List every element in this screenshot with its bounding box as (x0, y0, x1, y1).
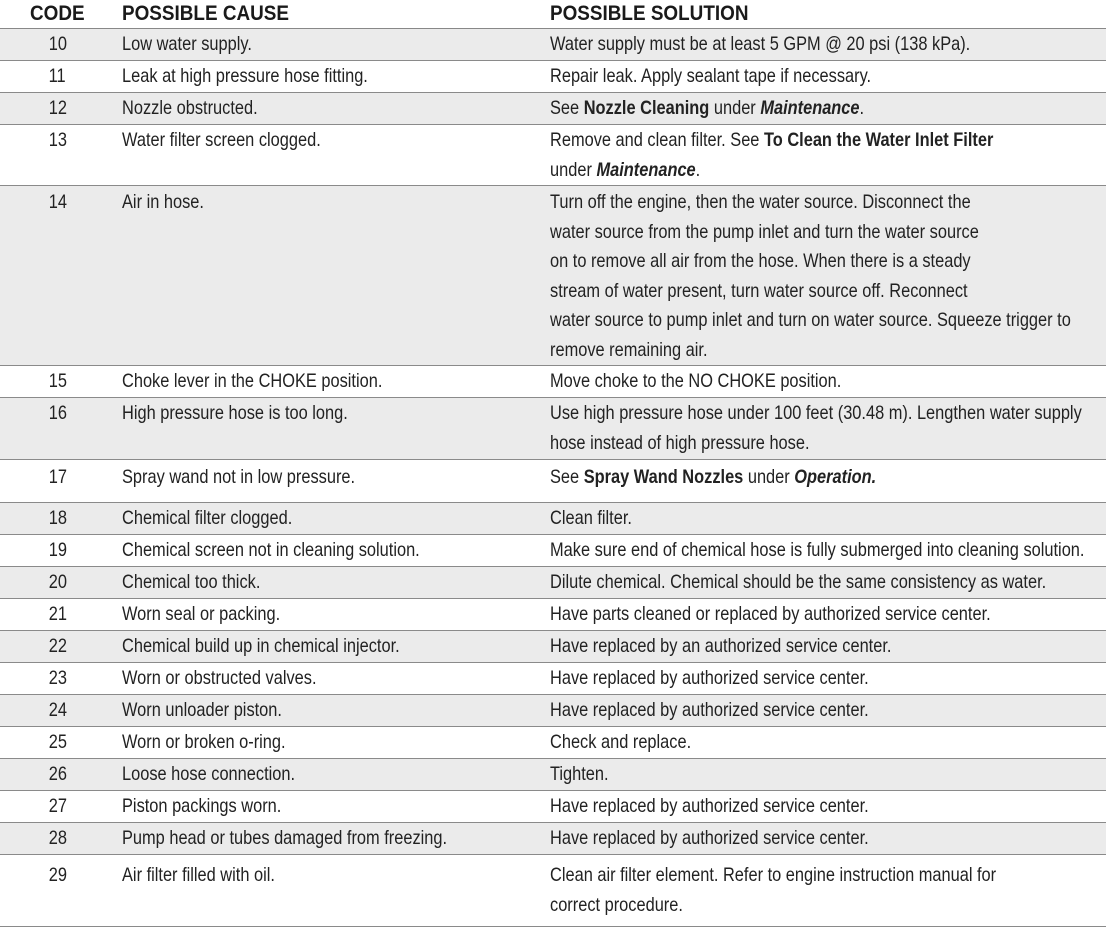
table-body (0, 29, 1106, 927)
solution-line (550, 891, 1081, 921)
table-row (0, 61, 1106, 93)
solution-text: See (550, 466, 584, 488)
solution-emphasis: Maintenance (596, 158, 696, 181)
row-solution (550, 568, 1114, 598)
solution-emphasis: To Clean the Water Inlet Filter (763, 129, 994, 151)
row-solution (550, 824, 929, 854)
solution-text: stream of water present, turn water source off. Reconnect (550, 279, 968, 302)
solution-emphasis: Spray Wand Nozzles (583, 466, 744, 488)
table-row (0, 503, 1106, 535)
row-cause: Chemical screen not in cleaning solution. (122, 539, 420, 561)
table-row (0, 855, 1106, 927)
row-cause: Pump head or tubes damaged from freezing. (122, 827, 448, 849)
solution-line (550, 568, 1114, 598)
header-possible-cause: POSSIBLE CAUSE (122, 2, 289, 25)
row-solution (550, 696, 929, 726)
row-code: 21 (48, 603, 67, 625)
solution-emphasis: Operation. (794, 466, 877, 488)
row-solution (550, 399, 1114, 458)
row-solution (550, 126, 1078, 185)
solution-line (550, 94, 924, 124)
row-code: 24 (48, 699, 67, 721)
row-code: 10 (48, 33, 67, 55)
solution-line (550, 504, 648, 534)
row-cause: Water filter screen clogged. (122, 129, 321, 151)
solution-line (550, 696, 929, 726)
row-solution (550, 792, 929, 822)
solution-text: correct procedure. (550, 893, 683, 916)
solution-text: remove remaining air. (550, 338, 708, 361)
solution-line (550, 126, 1078, 156)
row-cause: Air filter filled with oil. (122, 864, 275, 886)
header-code: CODE (30, 2, 85, 25)
solution-line (550, 632, 956, 662)
row-cause: Low water supply. (122, 33, 252, 55)
row-cause: Chemical too thick. (122, 571, 261, 593)
row-code: 12 (48, 97, 67, 119)
solution-line (550, 336, 1114, 366)
solution-text: Move choke to the NO CHOKE position. (550, 370, 842, 392)
solution-text: . (859, 97, 865, 119)
row-code: 27 (48, 795, 67, 817)
solution-text: Have replaced by authorized service center. (550, 795, 869, 817)
table-header (0, 0, 1106, 29)
solution-emphasis: Maintenance (760, 97, 860, 119)
solution-line (550, 306, 1114, 336)
table-row (0, 759, 1106, 791)
row-code: 11 (48, 65, 67, 87)
row-solution (550, 664, 929, 694)
table-row (0, 727, 1106, 759)
header-possible-solution: POSSIBLE SOLUTION (550, 2, 749, 25)
table-row (0, 186, 1106, 366)
solution-line (550, 156, 1078, 186)
solution-line (550, 367, 897, 397)
row-code: 14 (48, 191, 67, 213)
row-cause: Worn or broken o-ring. (122, 731, 286, 753)
table-row (0, 663, 1106, 695)
solution-text: Dilute chemical. Chemical should be the same consistency as water. (550, 571, 1047, 593)
solution-line (550, 792, 929, 822)
row-cause: Chemical filter clogged. (122, 507, 293, 529)
solution-text: Check and replace. (550, 731, 692, 753)
row-solution (550, 188, 1114, 365)
table-row (0, 366, 1106, 398)
solution-text: Tighten. (550, 763, 609, 785)
solution-line (550, 247, 1114, 277)
solution-text: Use high pressure hose under 100 feet (30.48 m). Lengthen water supply (550, 402, 1082, 424)
solution-line (550, 760, 620, 790)
row-code: 19 (48, 539, 67, 561)
table-row (0, 29, 1106, 61)
table-row (0, 823, 1106, 855)
solution-text: Make sure end of chemical hose is fully submerged into cleaning solution. (550, 539, 1085, 561)
solution-line (550, 463, 938, 493)
row-cause: Spray wand not in low pressure. (122, 466, 356, 488)
solution-text: See (550, 97, 584, 119)
table-row (0, 567, 1106, 599)
solution-text: Turn off the engine, then the water source. Disconnect the (550, 191, 971, 213)
solution-line (550, 861, 1081, 891)
solution-text: on to remove all air from the hose. When there is a steady (550, 250, 971, 272)
table-row (0, 398, 1106, 460)
solution-line (550, 664, 929, 694)
table-row (0, 125, 1106, 186)
row-solution (550, 62, 932, 92)
row-code: 25 (48, 731, 67, 753)
row-solution (550, 367, 897, 397)
row-solution (550, 728, 718, 758)
row-solution (550, 600, 1075, 630)
solution-text: water source to pump inlet and turn on water source. Squeeze trigger to (550, 309, 1071, 331)
table-row (0, 93, 1106, 125)
solution-text: under (743, 466, 795, 488)
table-row (0, 460, 1106, 503)
solution-text: Have replaced by an authorized service center. (550, 635, 892, 657)
row-cause: Loose hose connection. (122, 763, 296, 785)
row-cause: High pressure hose is too long. (122, 402, 348, 424)
solution-text: Have replaced by authorized service center. (550, 699, 869, 721)
row-code: 20 (48, 571, 67, 593)
row-cause: Leak at high pressure hose fitting. (122, 65, 368, 87)
solution-text: under (709, 97, 761, 119)
solution-line (550, 62, 932, 92)
row-solution (550, 536, 1114, 566)
row-cause: Worn unloader piston. (122, 699, 282, 721)
row-cause: Air in hose. (122, 191, 204, 213)
row-solution (550, 632, 956, 662)
solution-line (550, 30, 1050, 60)
row-solution (550, 861, 1081, 920)
solution-line (550, 824, 929, 854)
solution-text: Clean air filter element. Refer to engine instruction manual for (550, 864, 997, 886)
solution-text: Repair leak. Apply sealant tape if necessary. (550, 65, 872, 87)
solution-line (550, 277, 1114, 307)
row-cause: Nozzle obstructed. (122, 97, 258, 119)
solution-text: Have replaced by authorized service center. (550, 667, 869, 689)
row-code: 28 (48, 827, 67, 849)
table-row (0, 791, 1106, 823)
row-cause: Chemical build up in chemical injector. (122, 635, 400, 657)
row-cause: Choke lever in the CHOKE position. (122, 370, 383, 392)
solution-text: water source from the pump inlet and turn the water source (550, 220, 979, 243)
solution-text: Water supply must be at least 5 GPM @ 20 psi (138 kPa). (550, 33, 971, 55)
row-cause: Worn seal or packing. (122, 603, 281, 625)
solution-text: Clean filter. (550, 507, 632, 529)
row-code: 15 (48, 370, 67, 392)
row-code: 26 (48, 763, 67, 785)
row-code: 22 (48, 635, 67, 657)
table-row (0, 599, 1106, 631)
solution-text: Have replaced by authorized service center. (550, 827, 869, 849)
row-cause: Piston packings worn. (122, 795, 282, 817)
row-code: 16 (48, 402, 67, 424)
row-solution (550, 760, 620, 790)
solution-text: under (550, 158, 597, 181)
table-row (0, 631, 1106, 663)
row-solution (550, 94, 924, 124)
solution-text: Remove and clean filter. See (550, 129, 764, 151)
row-code: 29 (48, 864, 67, 886)
solution-text: Have parts cleaned or replaced by authorized service center. (550, 603, 991, 625)
row-cause: Worn or obstructed valves. (122, 667, 317, 689)
table-row (0, 695, 1106, 727)
row-solution (550, 504, 648, 534)
table-row (0, 535, 1106, 567)
solution-line (550, 399, 1114, 429)
solution-line (550, 728, 718, 758)
row-code: 17 (48, 466, 67, 488)
solution-line (550, 536, 1114, 566)
row-solution (550, 463, 938, 493)
solution-text: . (695, 158, 701, 181)
solution-line (550, 188, 1114, 218)
row-code: 13 (48, 129, 67, 151)
solution-emphasis: Nozzle Cleaning (583, 97, 710, 119)
row-solution (550, 30, 1050, 60)
solution-line (550, 218, 1114, 248)
solution-text: hose instead of high pressure hose. (550, 431, 810, 454)
row-code: 23 (48, 667, 67, 689)
row-code: 18 (48, 507, 67, 529)
solution-line (550, 429, 1114, 459)
solution-line (550, 600, 1075, 630)
